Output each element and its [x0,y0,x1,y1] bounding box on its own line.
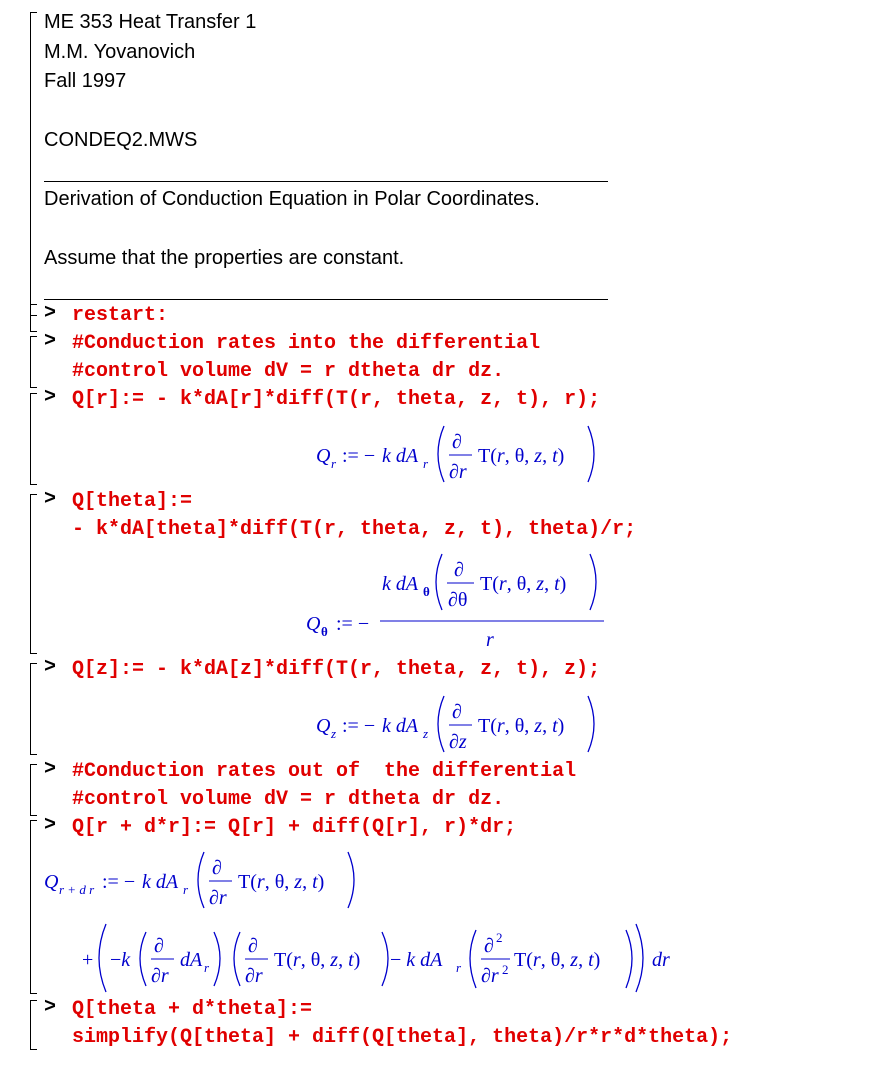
svg-text:T(r, θ, z, t): T(r, θ, z, t) [478,445,565,467]
svg-text:T(r, θ, z, t): T(r, θ, z, t) [478,715,565,737]
group-bracket [30,1000,37,1050]
svg-text:r: r [183,882,189,897]
svg-text:Q: Q [316,445,331,467]
svg-text:k dA: k dA [142,871,179,893]
prompt-marker: > [44,302,57,325]
svg-text:Q: Q [316,715,331,737]
svg-text::= −: := − [336,613,370,635]
input-q-theta-dtheta-line[interactable]: Q[theta + d*theta]:= [72,998,313,1021]
svg-text:T(r, θ, z, t): T(r, θ, z, t) [274,949,361,971]
input-comment-line[interactable]: #control volume dV = r dtheta dr dz. [72,788,505,811]
input-comment-line[interactable]: #Conduction rates out of the differential [72,760,577,783]
svg-text:∂r: ∂r [209,887,227,909]
prompt-marker: > [44,386,57,409]
svg-text:∂: ∂ [452,431,462,453]
term-label: Fall 1997 [44,70,127,92]
group-bracket [30,336,37,388]
svg-text:z: z [331,726,337,741]
svg-text::= −: := − [342,445,376,467]
svg-text:− k dA: − k dA [390,949,443,971]
svg-text:Q: Q [306,613,321,635]
svg-text:θ: θ [423,584,430,599]
text-region-bracket [30,12,37,316]
svg-text:dr: dr [652,949,670,971]
svg-text:r: r [423,456,429,471]
output-q-theta [306,548,616,652]
author-name: M.M. Yovanovich [44,41,196,63]
svg-text:−k: −k [110,949,131,971]
svg-text:θ: θ [321,624,328,639]
svg-text:dA: dA [180,949,203,971]
output-q-r-dr [44,846,704,996]
svg-text:∂z: ∂z [449,731,467,753]
output-q-z [316,690,606,758]
input-comment-line[interactable]: #control volume dV = r dtheta dr dz. [72,360,505,383]
svg-text:∂: ∂ [212,857,222,879]
svg-text:k dA: k dA [382,715,419,737]
assumption-text: Assume that the properties are constant. [44,247,405,269]
prompt-marker: > [44,758,57,781]
svg-text:r: r [204,960,210,975]
svg-text::= −: := − [102,871,136,893]
divider-bottom [44,299,608,300]
svg-text::= −: := − [342,715,376,737]
input-comment-line[interactable]: #Conduction rates into the differential [72,332,541,355]
course-title: ME 353 Heat Transfer 1 [44,11,257,33]
input-q-r-dr[interactable]: Q[r + d*r]:= Q[r] + diff(Q[r], r)*dr; [72,816,517,839]
divider-top [44,181,608,182]
svg-text:∂r: ∂r [481,965,499,987]
group-bracket [30,393,37,485]
output-q-r [316,420,606,488]
svg-text:z: z [423,726,429,741]
svg-text:∂: ∂ [154,935,164,957]
svg-text:r: r [486,629,494,651]
worksheet-filename: CONDEQ2.MWS [44,129,198,151]
prompt-marker: > [44,996,57,1019]
input-q-theta-line[interactable]: - k*dA[theta]*diff(T(r, theta, z, t), theta)/r; [72,518,637,541]
svg-text:T(r, θ, z, t): T(r, θ, z, t) [238,871,325,893]
svg-text:T(r, θ, z, t): T(r, θ, z, t) [514,949,601,971]
svg-text:r: r [331,456,337,471]
input-q-z[interactable]: Q[z]:= - k*dA[z]*diff(T(r, theta, z, t), z); [72,658,601,681]
svg-text:2: 2 [502,962,509,977]
svg-text:∂: ∂ [454,559,464,581]
prompt-marker: > [44,488,57,511]
group-bracket [30,494,37,654]
svg-text:∂: ∂ [248,935,258,957]
input-q-theta-line[interactable]: Q[theta]:= [72,490,193,513]
svg-text:Q: Q [44,871,59,893]
svg-text:r: r [456,960,462,975]
svg-text:r + d r: r + d r [59,882,95,897]
input-q-r[interactable]: Q[r]:= - k*dA[r]*diff(T(r, theta, z, t), r); [72,388,601,411]
svg-text:∂: ∂ [452,701,462,723]
svg-text:k dA: k dA [382,445,419,467]
group-bracket [30,820,37,994]
svg-text:+: + [82,949,94,971]
svg-text:∂r: ∂r [245,965,263,987]
svg-text:T(r, θ, z, t): T(r, θ, z, t) [480,573,567,595]
svg-text:k dA: k dA [382,573,419,595]
prompt-marker: > [44,330,57,353]
group-bracket [30,304,37,332]
svg-text:∂r: ∂r [151,965,169,987]
prompt-marker: > [44,814,57,837]
worksheet-title: Derivation of Conduction Equation in Polar Coordinates. [44,188,540,210]
prompt-marker: > [44,656,57,679]
group-bracket [30,764,37,816]
svg-text:∂θ: ∂θ [448,589,468,611]
svg-text:∂: ∂ [484,935,494,957]
svg-text:∂r: ∂r [449,461,467,483]
input-restart[interactable]: restart: [72,304,169,327]
svg-text:2: 2 [496,930,503,945]
input-q-theta-dtheta-line[interactable]: simplify(Q[theta] + diff(Q[theta], theta)/r*r*d*theta); [72,1026,733,1049]
group-bracket [30,663,37,755]
